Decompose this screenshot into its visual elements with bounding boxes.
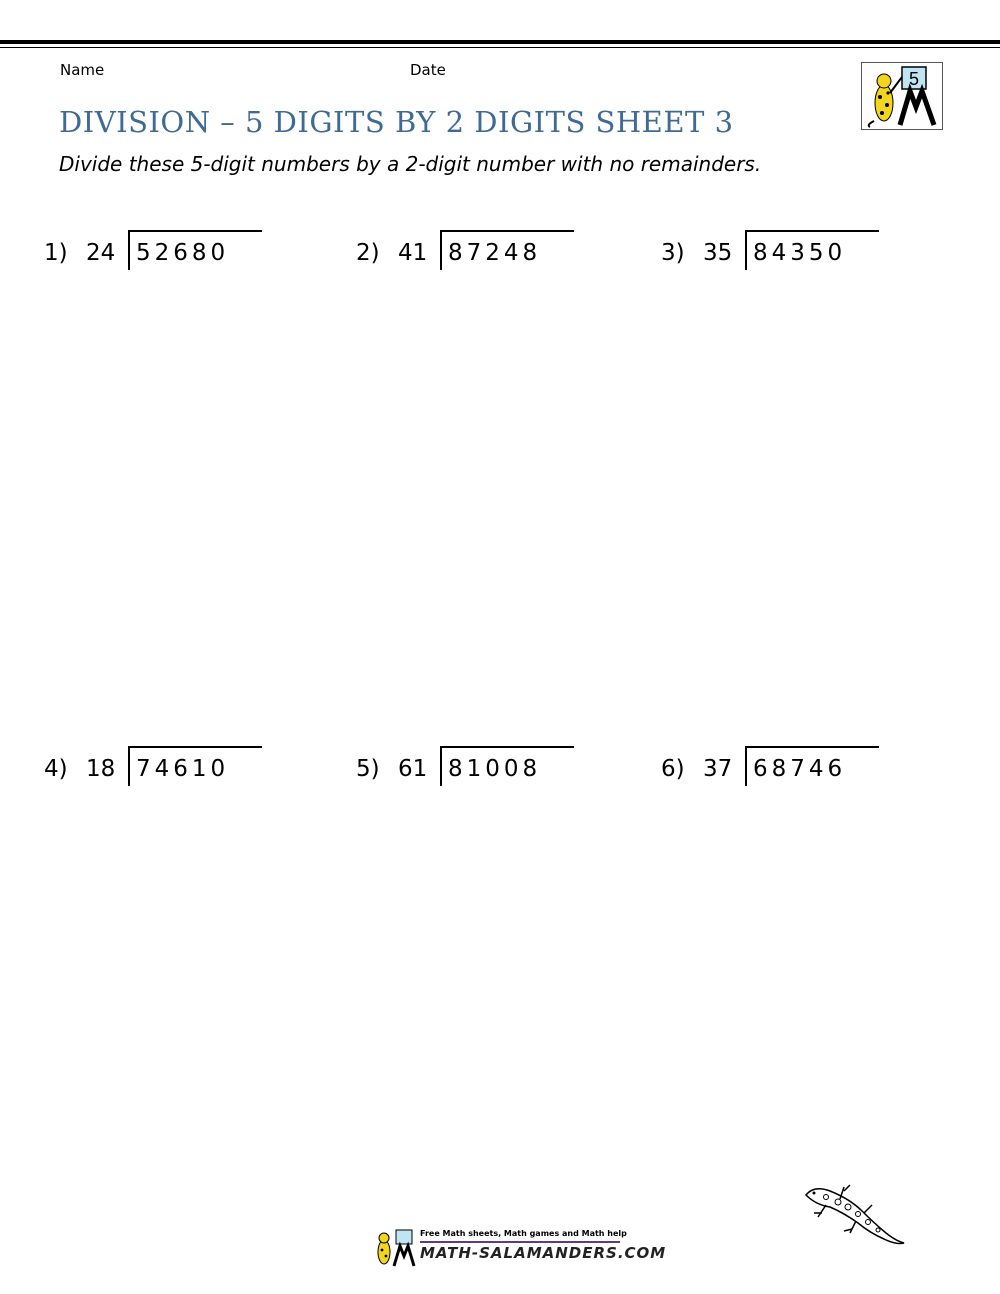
top-border-thick bbox=[0, 40, 1000, 44]
dividend: 81008 bbox=[448, 756, 542, 782]
problem-number: 1) bbox=[44, 240, 68, 266]
dividend: 74610 bbox=[136, 756, 230, 782]
logo-grade-number: 5 bbox=[908, 69, 920, 89]
problem-number: 6) bbox=[661, 756, 685, 782]
problem-number: 4) bbox=[44, 756, 68, 782]
footer-logo-icon bbox=[372, 1228, 418, 1268]
dividend: 52680 bbox=[136, 240, 230, 266]
footer-tagline: Free Math sheets, Math games and Math help bbox=[420, 1229, 627, 1238]
problem-number: 3) bbox=[661, 240, 685, 266]
divisor: 18 bbox=[86, 756, 116, 782]
problem-number: 2) bbox=[356, 240, 380, 266]
top-border-thin bbox=[0, 47, 1000, 48]
dividend: 84350 bbox=[753, 240, 847, 266]
footer-site-name: MATH-SALAMANDERS.COM bbox=[420, 1244, 667, 1262]
instructions: Divide these 5-digit numbers by a 2-digit number with no remainders. bbox=[59, 152, 762, 176]
name-label: Name bbox=[60, 61, 105, 79]
salamander-teacher-icon bbox=[862, 63, 942, 129]
grade-logo bbox=[861, 62, 943, 130]
problem-number: 5) bbox=[356, 756, 380, 782]
salamander-icon bbox=[800, 1183, 910, 1253]
worksheet-title: DIVISION – 5 DIGITS BY 2 DIGITS SHEET 3 bbox=[59, 105, 734, 139]
divisor: 61 bbox=[398, 756, 428, 782]
dividend: 68746 bbox=[753, 756, 847, 782]
footer-divider bbox=[420, 1241, 620, 1243]
divisor: 41 bbox=[398, 240, 428, 266]
date-label: Date bbox=[410, 61, 446, 79]
dividend: 87248 bbox=[448, 240, 542, 266]
divisor: 37 bbox=[703, 756, 733, 782]
divisor: 24 bbox=[86, 240, 116, 266]
divisor: 35 bbox=[703, 240, 733, 266]
